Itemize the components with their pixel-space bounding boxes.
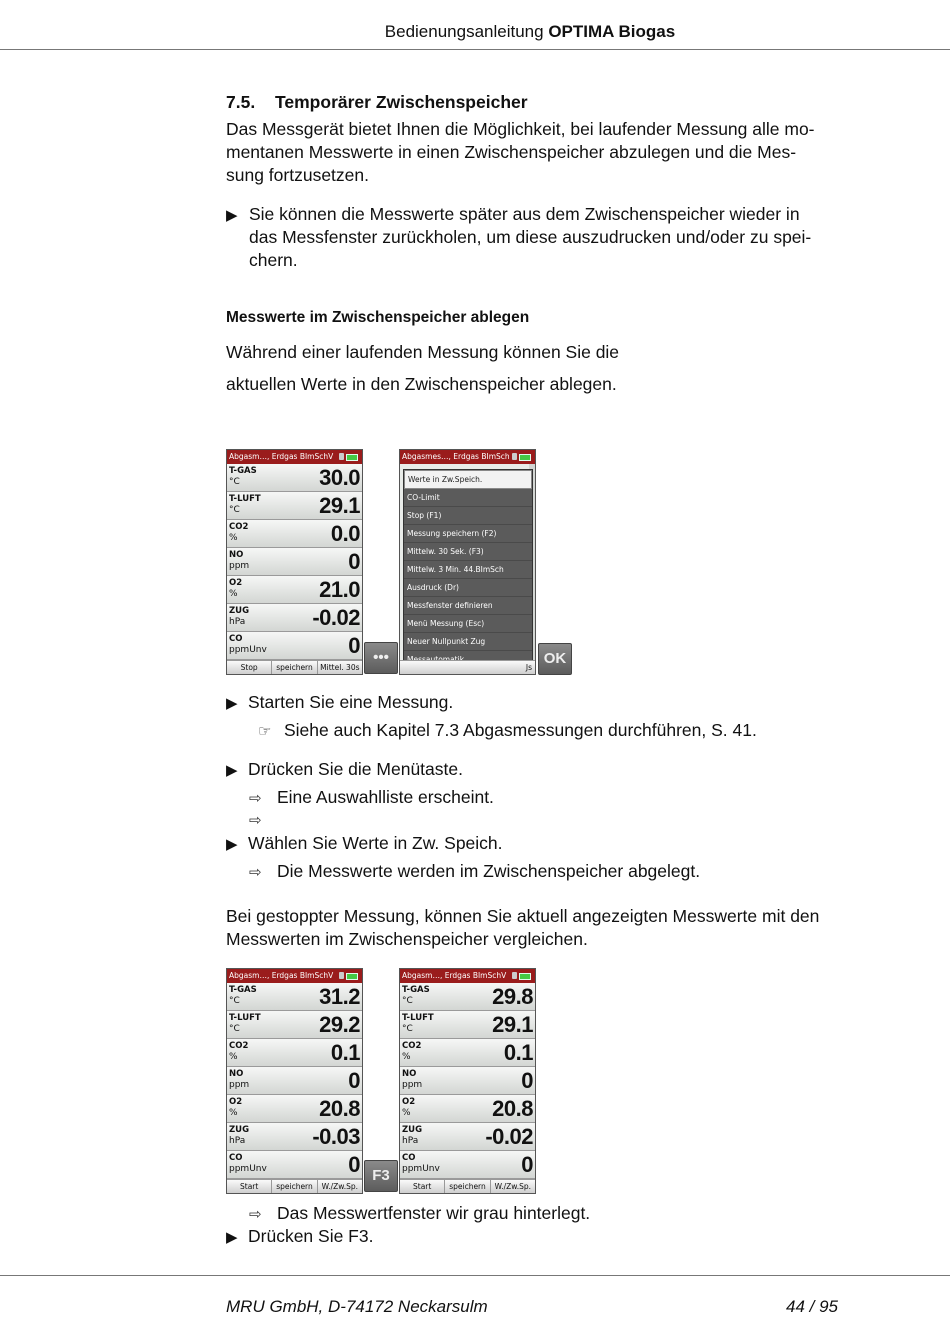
softkey-f1[interactable]: Start <box>400 1180 445 1193</box>
function-key-bar <box>227 660 362 674</box>
ok-key-button[interactable]: OK <box>538 643 572 675</box>
value-row: ZUG hPa -0.02 <box>229 605 360 630</box>
step-text: Starten Sie eine Messung. <box>248 692 454 712</box>
softkey-f3[interactable]: W./Zw.Sp. <box>491 1180 535 1193</box>
triangle-bullet-icon: ▶ <box>226 1229 238 1246</box>
softkey-f3[interactable]: Js <box>400 661 535 674</box>
value-row: T-LUFT °C 29.1 <box>229 493 360 518</box>
step-text: Drücken Sie die Menütaste. <box>248 759 463 779</box>
softkey-f3[interactable]: W./Zw.Sp. <box>318 1180 362 1193</box>
step-2-result <box>249 786 494 810</box>
value-row: ZUG hPa -0.02 <box>402 1124 533 1149</box>
step-5 <box>226 1225 373 1249</box>
step-2 <box>226 758 463 782</box>
value-row: NO ppm 0 <box>229 1068 360 1093</box>
reference-text: Siehe auch Kapitel 7.3 Abgasmessungen durchführen, S. 41. <box>284 720 757 740</box>
menu-item[interactable]: Werte in Zw.Speich. <box>404 470 532 489</box>
para3 <box>226 905 819 951</box>
menu-item[interactable]: CO-Limit <box>404 489 532 507</box>
empty-result-arrow <box>249 808 262 832</box>
softkey-f2[interactable]: speichern <box>445 1180 490 1193</box>
intro-line: mentanen Messwerte in einen Zwischenspeicher abzulegen und die Mes- <box>226 142 797 162</box>
value-row: CO2 % 0.0 <box>229 521 360 546</box>
menu-item[interactable]: Mittelw. 30 Sek. (F3) <box>404 543 532 561</box>
screen-title: Abgasm…, Erdgas BImSchV <box>229 452 334 461</box>
header-prefix: Bedienungsanleitung <box>384 22 544 41</box>
value-row: CO2 % 0.1 <box>402 1040 533 1065</box>
value-row: T-GAS °C 29.8 <box>402 984 533 1009</box>
menu-item[interactable]: Stop (F1) <box>404 507 532 525</box>
result-arrow-icon: ⇨ <box>249 812 262 829</box>
battery-icon <box>346 454 358 461</box>
triangle-bullet-icon: ▶ <box>226 207 238 224</box>
menu-item[interactable]: Menü Messung (Esc) <box>404 615 532 633</box>
battery-icon <box>519 973 531 980</box>
softkey-f1[interactable]: Stop <box>227 661 272 674</box>
screen-title: Abgasm…, Erdgas BImSchV <box>402 971 507 980</box>
battery-icon <box>346 973 358 980</box>
screen-title-bar <box>400 450 535 464</box>
value-row: CO ppmUnv 0 <box>229 633 360 658</box>
screen-title: Abgasmes…, Erdgas BImSch <box>402 452 510 461</box>
bullet-line: Sie können die Messwerte später aus dem Zwischenspeicher wieder in <box>249 204 800 224</box>
para3-line: Messwerten im Zwischenspeicher vergleichen. <box>226 929 588 949</box>
step-3-result <box>249 860 700 884</box>
screen-title-bar <box>227 969 362 983</box>
device-screen-current-values <box>226 968 363 1194</box>
lock-icon <box>339 453 344 460</box>
para2-line1: Während einer laufenden Messung können Sie die <box>226 342 620 362</box>
section-title: Temporärer Zwischenspeicher <box>275 92 528 112</box>
value-row: T-GAS °C 30.0 <box>229 465 360 490</box>
lock-icon <box>512 972 517 979</box>
pointing-hand-icon: ☞ <box>258 723 272 740</box>
value-row: T-LUFT °C 29.2 <box>229 1012 360 1037</box>
function-key-bar <box>227 1179 362 1193</box>
menu-item[interactable]: Mittelw. 3 Min. 44.BImSch <box>404 561 532 579</box>
value-row: T-LUFT °C 29.1 <box>402 1012 533 1037</box>
screen-title-bar <box>400 969 535 983</box>
menu-item[interactable]: Neuer Nullpunkt Zug <box>404 633 532 651</box>
intro-line: sung fortzusetzen. <box>226 165 369 185</box>
menu-key-button[interactable]: ••• <box>364 642 398 674</box>
result-arrow-icon: ⇨ <box>249 864 262 881</box>
battery-icon <box>519 454 531 461</box>
footer-company: MRU GmbH, D-74172 Neckarsulm <box>226 1297 488 1316</box>
bullet-line: chern. <box>249 250 298 270</box>
bullet-line: das Messfenster zurückholen, um diese auszudrucken und/oder zu spei- <box>249 227 812 247</box>
softkey-f1[interactable]: Start <box>227 1180 272 1193</box>
value-row: CO ppmUnv 0 <box>229 1152 360 1177</box>
lock-icon <box>339 972 344 979</box>
result-arrow-icon: ⇨ <box>249 1206 262 1223</box>
device-screen-buffered-values <box>399 968 536 1194</box>
device-screen-measurement <box>226 449 363 675</box>
bullet-1-text <box>249 203 811 272</box>
triangle-bullet-icon: ▶ <box>226 836 238 853</box>
value-row: O2 % 20.8 <box>402 1096 533 1121</box>
step-1-reference <box>258 719 757 743</box>
value-row: O2 % 20.8 <box>229 1096 360 1121</box>
footer-rule <box>0 1275 950 1276</box>
value-row: CO ppmUnv 0 <box>402 1152 533 1177</box>
result-4 <box>249 1202 590 1226</box>
step-1 <box>226 691 453 715</box>
step-text: Wählen Sie Werte in Zw. Speich. <box>248 833 503 853</box>
result-text: Eine Auswahlliste erscheint. <box>277 787 494 807</box>
function-key-bar <box>400 1179 535 1193</box>
para2-line2: aktuellen Werte in den Zwischenspeicher ablegen. <box>226 374 617 394</box>
intro-line: Das Messgerät bietet Ihnen die Möglichkeit, bei laufender Messung alle mo- <box>226 119 815 139</box>
softkey-f3[interactable]: Mittel. 30s <box>318 661 362 674</box>
function-key-bar <box>400 660 535 674</box>
page-header <box>0 22 950 42</box>
result-arrow-icon: ⇨ <box>249 790 262 807</box>
screen-title-bar <box>227 450 362 464</box>
footer-page-number: 44 / 95 <box>786 1297 838 1316</box>
softkey-f2[interactable]: speichern <box>272 1180 317 1193</box>
result-text: Die Messwerte werden im Zwischenspeicher abgelegt. <box>277 861 701 881</box>
value-row: CO2 % 0.1 <box>229 1040 360 1065</box>
menu-item[interactable]: Messfenster definieren <box>404 597 532 615</box>
result-text: Das Messwertfenster wir grau hinterlegt. <box>277 1203 591 1223</box>
bullet-1 <box>226 203 248 227</box>
menu-item[interactable]: Ausdruck (Dr) <box>404 579 532 597</box>
value-row: O2 % 21.0 <box>229 577 360 602</box>
header-rule <box>0 49 950 50</box>
softkey-f2[interactable]: speichern <box>272 661 317 674</box>
value-row: ZUG hPa -0.03 <box>229 1124 360 1149</box>
value-row: T-GAS °C 31.2 <box>229 984 360 1009</box>
triangle-bullet-icon: ▶ <box>226 762 238 779</box>
value-row: NO ppm 0 <box>229 549 360 574</box>
selection-list <box>403 469 533 671</box>
step-3 <box>226 832 503 856</box>
step-text: Drücken Sie F3. <box>248 1226 374 1246</box>
triangle-bullet-icon: ▶ <box>226 695 238 712</box>
lock-icon <box>512 453 517 460</box>
device-screen-menu <box>399 449 536 675</box>
header-product: OPTIMA Biogas <box>548 22 676 41</box>
screen-title: Abgasm…, Erdgas BImSchV <box>229 971 334 980</box>
menu-item[interactable]: Messung speichern (F2) <box>404 525 532 543</box>
f3-key-button[interactable]: F3 <box>364 1160 398 1192</box>
intro-paragraph <box>226 118 815 187</box>
section-number: 7.5. <box>226 92 256 112</box>
value-row: NO ppm 0 <box>402 1068 533 1093</box>
para3-line: Bei gestoppter Messung, können Sie aktuell angezeigten Messwerte mit den <box>226 906 820 926</box>
subheading: Messwerte im Zwischenspeicher ablegen <box>226 309 530 326</box>
